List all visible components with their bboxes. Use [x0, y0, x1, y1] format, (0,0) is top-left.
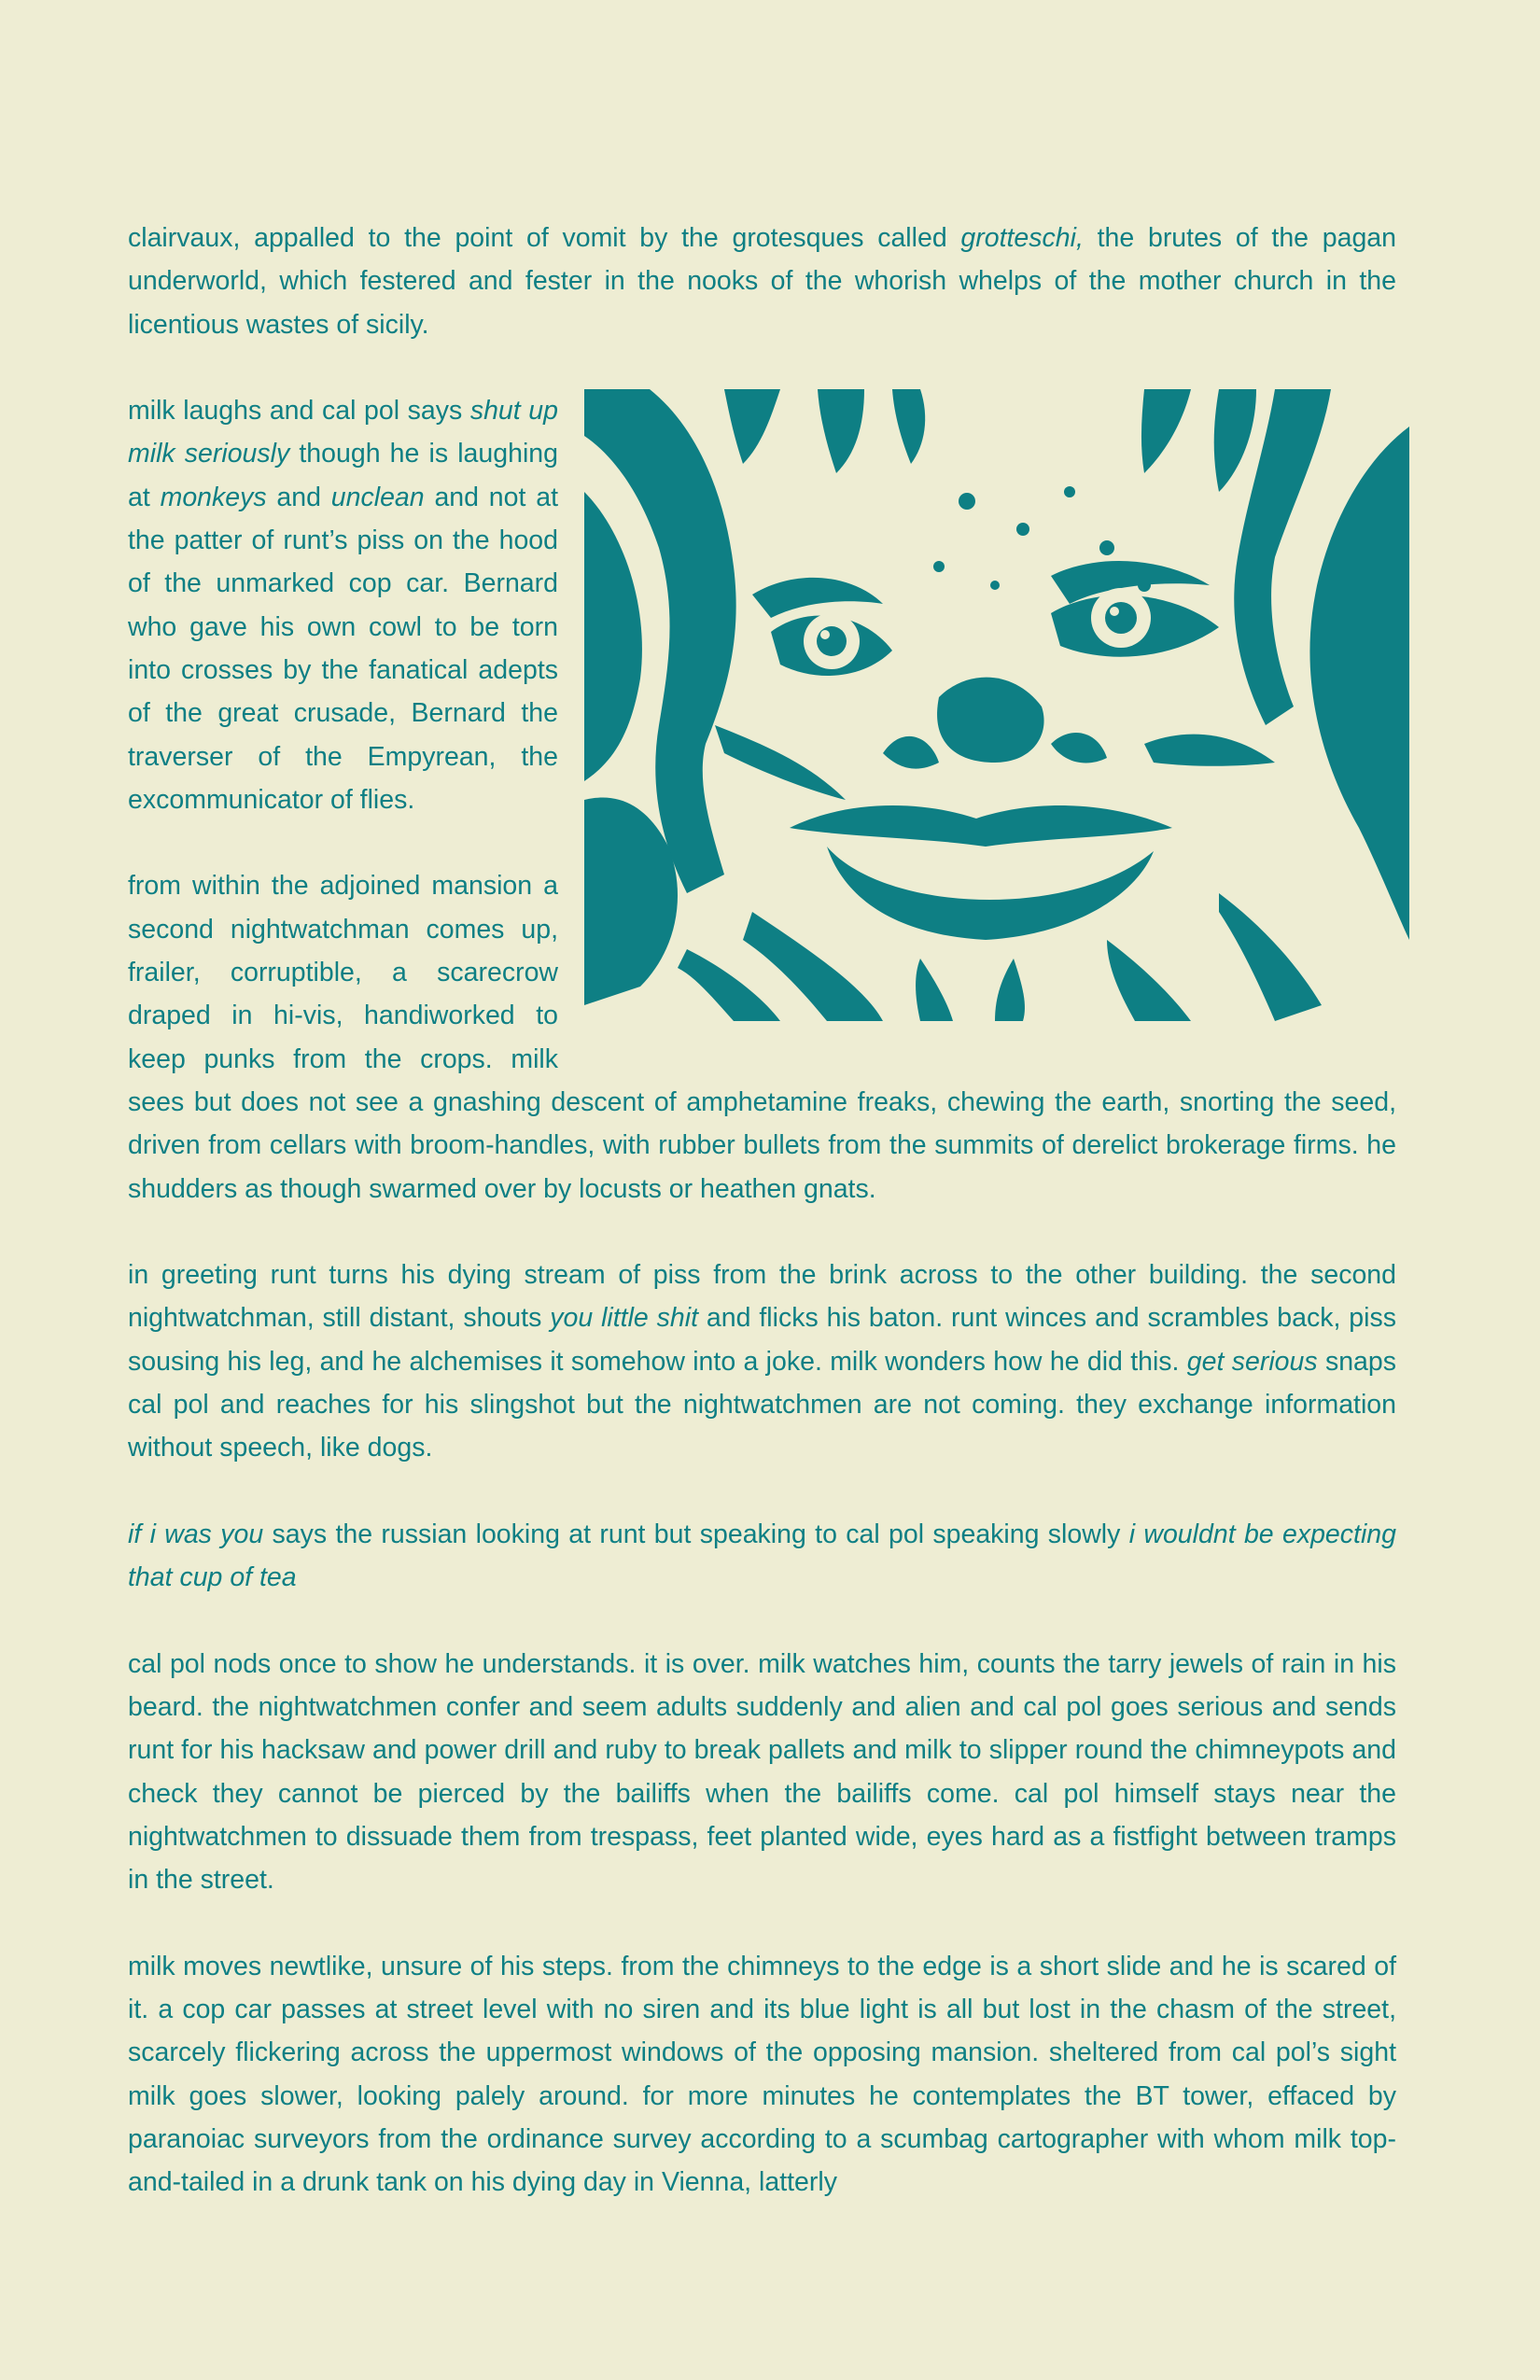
paragraph-5: if i was you says the russian looking at runt but speaking to cal pol speaking slowly i wouldnt be expecting that cup of tea	[128, 1519, 1396, 1593]
paragraph-3: from within the adjoined mansion a second nightwatchman comes up, frailer, corruptible, a scarecrow draped in hi-vis, handiworked to keep punks from the crops. milk sees but does not see a gnashing descent of amphetamine freaks, chewing the earth, snorting the seed, driven from cellars with broom-handles, with rubber bullets from the summits of derelict brokerage firms. he shudders as though swarmed over by locusts or heathen gnats.	[128, 871, 1396, 1204]
grotesque-face-icon	[584, 389, 1409, 1021]
grotesque-face-illustration	[584, 389, 1409, 1021]
paragraph-2: milk laughs and cal pol says shut up milk seriously though he is laughing at monkeys and unclean and not at the patter of runt’s piss on the hood of the unmarked cop car. Bernard who gave his own cowl to be torn into crosses by the fanatical adepts of the great crusade, Bernard the traverser of the Empyrean, the excommunicator of flies.	[128, 396, 558, 815]
paragraph-6: cal pol nods once to show he understands. it is over. milk watches him, counts the tarry jewels of rain in his beard. the nightwatchmen confer and seem adults suddenly and alien and cal pol goes serious and sends runt for his hacksaw and power drill and ruby to break pallets and milk to slipper round the chimneypots and check they cannot be pierced by the bailiffs when the bailiffs come. cal pol himself stays near the nightwatchmen to dissuade them from trespass, feet planted wide, eyes hard as a fistfight between tramps in the street.	[128, 1648, 1396, 1896]
paragraph-4: in greeting runt turns his dying stream of piss from the brink across to the other building. the second nightwatchman, still distant, shouts you little shit and flicks his baton. runt winces and scrambles back, piss sousing his leg, and he alchemises it somehow into a joke. milk wonders how he did this. get serious snaps cal pol and reaches for his slingshot but the nightwatchmen are not coming. they exchange information without speech, like dogs.	[128, 1260, 1396, 1463]
paragraph-7: milk moves newtlike, unsure of his steps. from the chimneys to the edge is a short slide and he is scared of it. a cop car passes at street level with no siren and its blue light is all but lost in the chasm of the street, scarcely flickering across the uppermost windows of the opposing mansion. sheltered from cal pol’s sight milk goes slower, looking palely around. for more minutes he contemplates the BT tower, effaced by paranoiac surveyors from the ordinance survey according to a scumbag cartographer with whom milk top-and-tailed in a drunk tank on his dying day in Vienna, latterly	[128, 1951, 1396, 2198]
body-text	[128, 217, 1396, 2205]
paragraph-1: clairvaux, appalled to the point of vomit by the grotesques called grotteschi, the brutes of the pagan underworld, which festered and fester in the nooks of the whorish whelps of the mother church in the licentious wastes of sicily.	[128, 223, 1397, 340]
